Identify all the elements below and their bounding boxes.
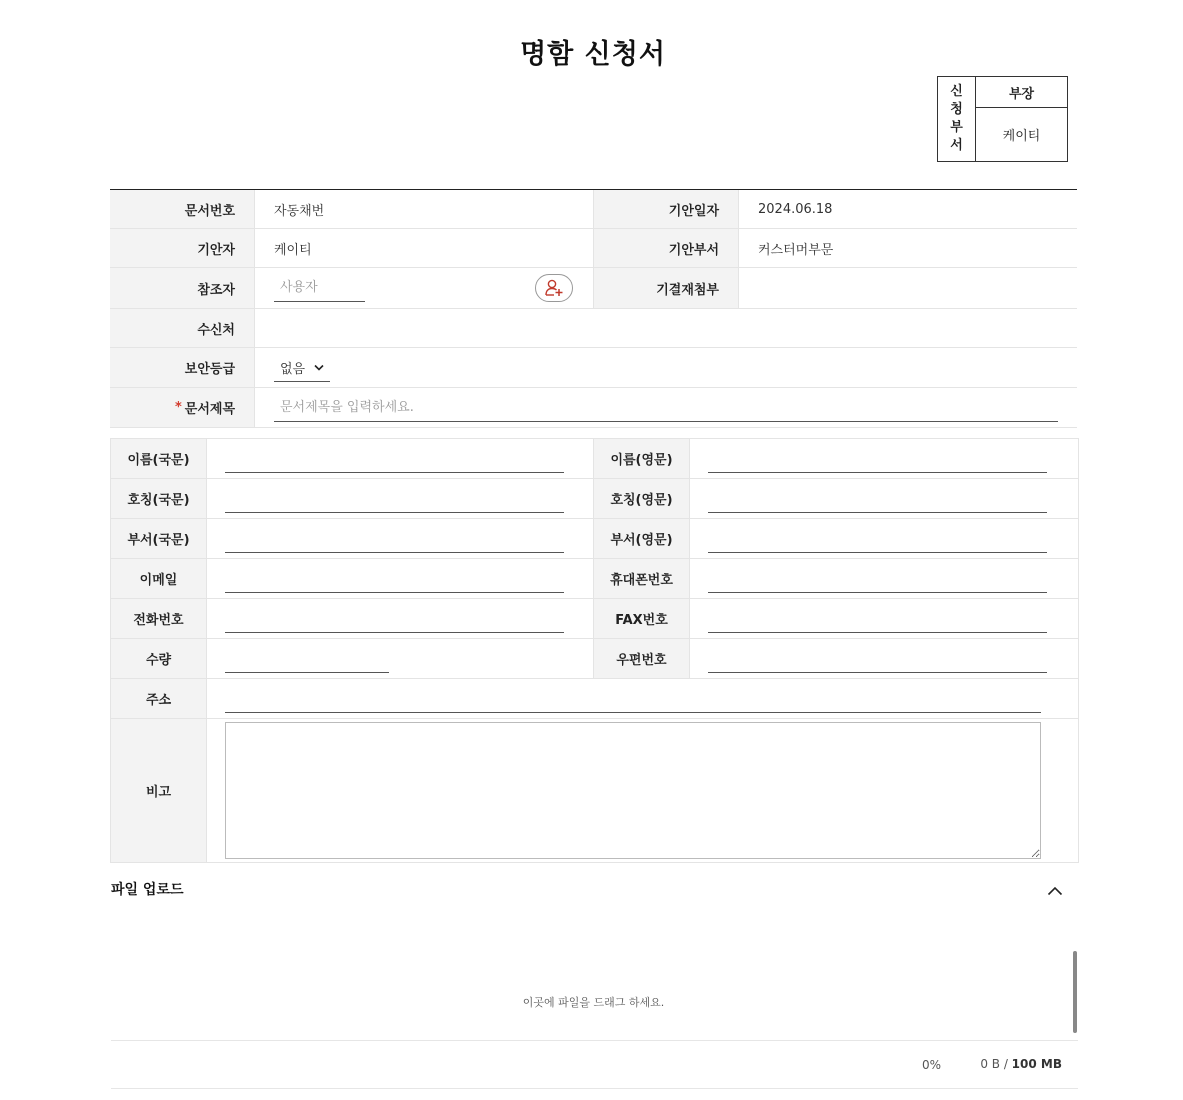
table-row — [110, 229, 1077, 268]
approval-side-char: 신 — [950, 84, 963, 99]
name-kr-input[interactable] — [225, 445, 564, 473]
table-row — [111, 479, 1078, 519]
phone-label: 전화번호 — [111, 599, 207, 638]
reference-user-input[interactable] — [274, 274, 365, 302]
dropzone-scrollbar[interactable] — [1073, 951, 1077, 1033]
upload-progress-row — [111, 1040, 1078, 1089]
address-label: 주소 — [111, 679, 207, 718]
collapse-upload-button[interactable] — [1044, 880, 1066, 902]
draft-date-label: 기안일자 — [594, 190, 739, 228]
table-row — [110, 388, 1077, 428]
chevron-up-icon — [1047, 886, 1063, 896]
mobile-label: 휴대폰번호 — [594, 559, 690, 598]
dept-kr-label: 부서(국문) — [111, 519, 207, 558]
title-kr-input[interactable] — [225, 485, 564, 513]
table-row — [110, 268, 1077, 309]
approval-side-char: 부 — [950, 120, 963, 135]
draft-dept-label: 기안부서 — [594, 229, 739, 267]
quantity-label: 수량 — [111, 639, 207, 678]
table-row — [110, 190, 1077, 229]
file-dropzone[interactable] — [111, 950, 1078, 1041]
drafter-label: 기안자 — [110, 229, 255, 267]
table-row — [111, 719, 1078, 863]
phone-input[interactable] — [225, 605, 564, 633]
add-user-icon — [544, 279, 564, 297]
security-level-value: 없음 — [280, 361, 306, 377]
drafter-value: 케이티 — [255, 229, 594, 267]
security-level-cell — [255, 348, 1077, 387]
table-row — [110, 309, 1077, 348]
dept-kr-input[interactable] — [225, 525, 564, 553]
file-upload-title: 파일 업로드 — [111, 882, 184, 898]
chevron-down-icon — [314, 364, 324, 371]
title-kr-label: 호칭(국문) — [111, 479, 207, 518]
draft-dept-value: 커스터머부문 — [758, 242, 834, 258]
dropzone-hint: 이곳에 파일을 드래그 하세요. — [522, 996, 665, 1009]
table-row — [111, 599, 1078, 639]
name-en-input[interactable] — [708, 445, 1047, 473]
address-input[interactable] — [225, 685, 1041, 713]
fax-label: FAX번호 — [594, 599, 690, 638]
document-info-table — [110, 189, 1077, 428]
page-title: 명함 신청서 — [520, 39, 666, 70]
name-kr-label: 이름(국문) — [111, 439, 207, 478]
upload-limit: 100 MB — [1011, 1057, 1062, 1071]
reference-cell — [255, 268, 594, 308]
email-input[interactable] — [225, 565, 564, 593]
table-row — [111, 439, 1078, 479]
doc-number-value: 자동채번 — [255, 190, 594, 228]
upload-percent: 0% — [922, 1058, 942, 1072]
doc-subject-input[interactable] — [274, 394, 1058, 422]
business-card-table — [110, 438, 1079, 863]
zip-label: 우편번호 — [594, 639, 690, 678]
quantity-input[interactable] — [225, 645, 389, 673]
draft-date-value: 2024.06.18 — [758, 201, 833, 217]
dept-en-input[interactable] — [708, 525, 1047, 553]
security-level-select[interactable] — [274, 354, 330, 382]
approval-box — [937, 76, 1068, 162]
doc-subject-label-text: 문서제목 — [184, 402, 235, 417]
upload-used: 0 B — [980, 1057, 1000, 1071]
zip-input[interactable] — [708, 645, 1047, 673]
required-mark: * — [174, 400, 182, 415]
prior-approval-attach-label: 기결재첨부 — [594, 268, 739, 308]
doc-number-label: 문서번호 — [110, 190, 255, 228]
recipient-label: 수신처 — [110, 309, 255, 347]
name-en-label: 이름(영문) — [594, 439, 690, 478]
approval-side-char: 청 — [950, 102, 963, 117]
reference-label: 참조자 — [110, 268, 255, 308]
fax-input[interactable] — [708, 605, 1047, 633]
add-reference-user-button[interactable] — [535, 274, 573, 302]
approval-name: 케이티 — [1002, 129, 1041, 144]
table-row — [111, 679, 1078, 719]
security-level-label: 보안등급 — [110, 348, 255, 387]
table-row — [111, 639, 1078, 679]
approval-side-label — [938, 77, 976, 161]
email-label: 이메일 — [111, 559, 207, 598]
doc-subject-label — [110, 388, 255, 427]
title-en-label: 호칭(영문) — [594, 479, 690, 518]
prior-approval-attach-value — [739, 268, 1077, 308]
approval-role: 부장 — [976, 77, 1067, 108]
approval-side-char: 서 — [950, 138, 963, 153]
title-en-input[interactable] — [708, 485, 1047, 513]
table-row — [111, 559, 1078, 599]
memo-textarea[interactable] — [225, 722, 1041, 859]
mobile-input[interactable] — [708, 565, 1047, 593]
upload-size-separator: / — [1000, 1057, 1012, 1071]
table-row — [111, 519, 1078, 559]
table-row — [110, 348, 1077, 388]
memo-label: 비고 — [111, 719, 207, 862]
dept-en-label: 부서(영문) — [594, 519, 690, 558]
recipient-value[interactable] — [255, 309, 1077, 347]
doc-subject-cell — [255, 388, 1077, 427]
upload-size — [980, 1057, 1062, 1071]
